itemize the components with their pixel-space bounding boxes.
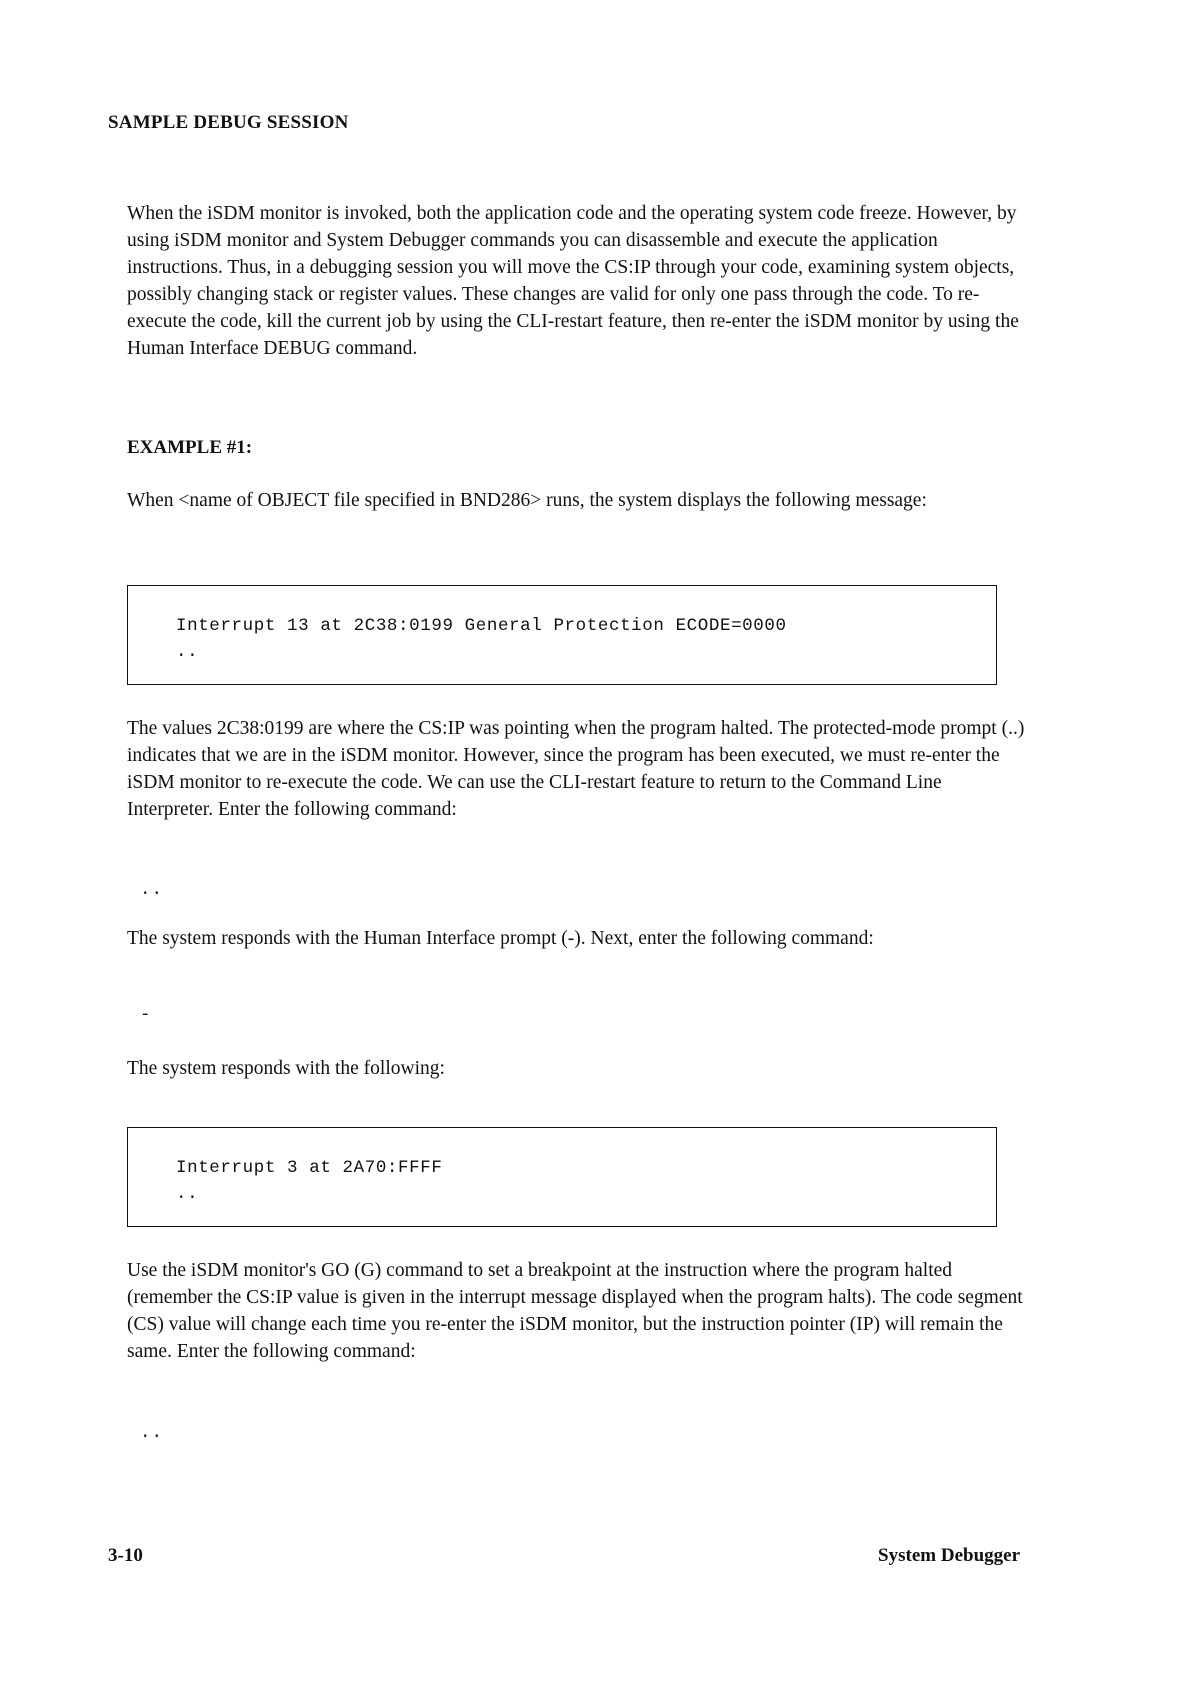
- go-command-paragraph: Use the iSDM monitor's GO (G) command to set a breakpoint at the instruction where the program halted (remember the CS:IP value is given in the interrupt message displayed when the program halts). The code segment (CS) value will change each time you re-enter the iSDM monitor, but the instruction pointer (IP) will remain the same. Enter the following command:: [127, 1260, 1023, 1362]
- code-block-2: [127, 1127, 997, 1227]
- code-block-1-line-1: Interrupt 13 at 2C38:0199 General Protection ECODE=0000: [176, 616, 787, 636]
- hi-prompt-paragraph: The system responds with the Human Interface prompt (-). Next, enter the following command:: [127, 928, 874, 949]
- code-block-1: [127, 585, 997, 685]
- section-heading: SAMPLE DEBUG SESSION: [108, 112, 349, 133]
- footer-chapter-title: System Debugger: [878, 1545, 1020, 1566]
- responds-paragraph: The system responds with the following:: [127, 1058, 445, 1079]
- command-2-prompt: -: [140, 1005, 152, 1025]
- footer-page-number: 3-10: [108, 1545, 143, 1566]
- example-heading: EXAMPLE #1:: [127, 437, 253, 458]
- code-block-2-line-1: Interrupt 3 at 2A70:FFFF: [176, 1158, 443, 1178]
- code-block-1-prompt: ..: [176, 642, 199, 662]
- values-paragraph: The values 2C38:0199 are where the CS:IP was pointing when the program halted. The protected-mode prompt (..) indicates that we are in the iSDM monitor. However, since the program has been executed, we must re-enter the iSDM monitor to re-execute the code. We can use the CLI-restart feature to return to the Command Line Interpreter. Enter the following command:: [127, 718, 1025, 820]
- command-3-prompt: ..: [140, 1423, 164, 1443]
- command-1-prompt: ..: [140, 880, 164, 900]
- example-intro-paragraph: When <name of OBJECT file specified in BND286> runs, the system displays the following message:: [127, 490, 927, 511]
- intro-paragraph: When the iSDM monitor is invoked, both the application code and the operating system code freeze. However, by using iSDM monitor and System Debugger commands you can disassemble and execute the application instructions. Thus, in a debugging session you will move the CS:IP through your code, examining system objects, possibly changing stack or register values. These changes are valid for only one pass through the code. To re-execute the code, kill the current job by using the CLI-restart feature, then re-enter the iSDM monitor by using the Human Interface DEBUG command.: [127, 203, 1019, 359]
- code-block-2-prompt: ..: [176, 1184, 199, 1204]
